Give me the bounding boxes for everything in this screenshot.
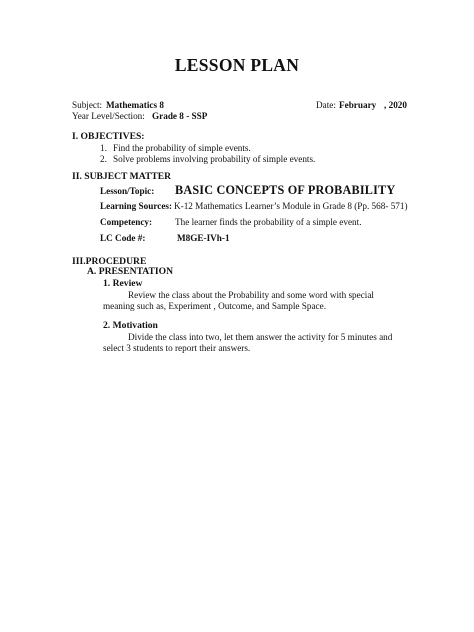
motivation-text-line-1: Divide the class into two, let them answer the activity for 5 minutes and [128, 332, 393, 342]
review-text-line-1: Review the class about the Probability and some word with special [128, 290, 374, 300]
objective-2-num: 2. [100, 154, 107, 164]
competency-label: Competency: [100, 217, 153, 227]
review-heading: 1. Review [103, 278, 143, 289]
lc-code-label: LC Code #: [100, 233, 146, 243]
year-level-label: Year Level/Section: [72, 111, 145, 121]
learning-sources-value: K-12 Mathematics Learner’s Module in Grade 8 (Pp. 568- 571) [174, 201, 408, 211]
objectives-heading: I. OBJECTIVES: [72, 131, 145, 142]
date-value: February [339, 100, 377, 110]
motivation-text-line-2: select 3 students to report their answers. [103, 343, 251, 353]
competency-value: The learner finds the probability of a simple event. [175, 217, 362, 227]
procedure-heading: III.PROCEDURE [72, 256, 147, 267]
objective-1-text: Find the probability of simple events. [113, 143, 251, 153]
objective-2-text: Solve problems involving probability of simple events. [113, 154, 316, 164]
date-year: , 2020 [384, 100, 407, 110]
motivation-heading: 2. Motivation [103, 320, 158, 331]
year-level-value: Grade 8 - SSP [152, 111, 208, 121]
subject-value: Mathematics 8 [106, 100, 164, 110]
date-label: Date: [316, 100, 336, 110]
subject-matter-heading: II. SUBJECT MATTER [72, 171, 172, 182]
presentation-heading: A. PRESENTATION [87, 266, 174, 277]
learning-sources-label: Learning Sources: [100, 201, 173, 211]
topic-label: Lesson/Topic: [100, 186, 155, 196]
page-title: LESSON PLAN [174, 55, 300, 75]
subject-label: Subject: [72, 100, 103, 110]
objective-1-num: 1. [100, 143, 107, 153]
review-text-line-2: meaning such as, Experiment , Outcome, and Sample Space. [103, 301, 326, 311]
topic-value: BASIC CONCEPTS OF PROBABILITY [175, 183, 396, 197]
lc-code-value: M8GE-IVh-1 [177, 233, 230, 243]
